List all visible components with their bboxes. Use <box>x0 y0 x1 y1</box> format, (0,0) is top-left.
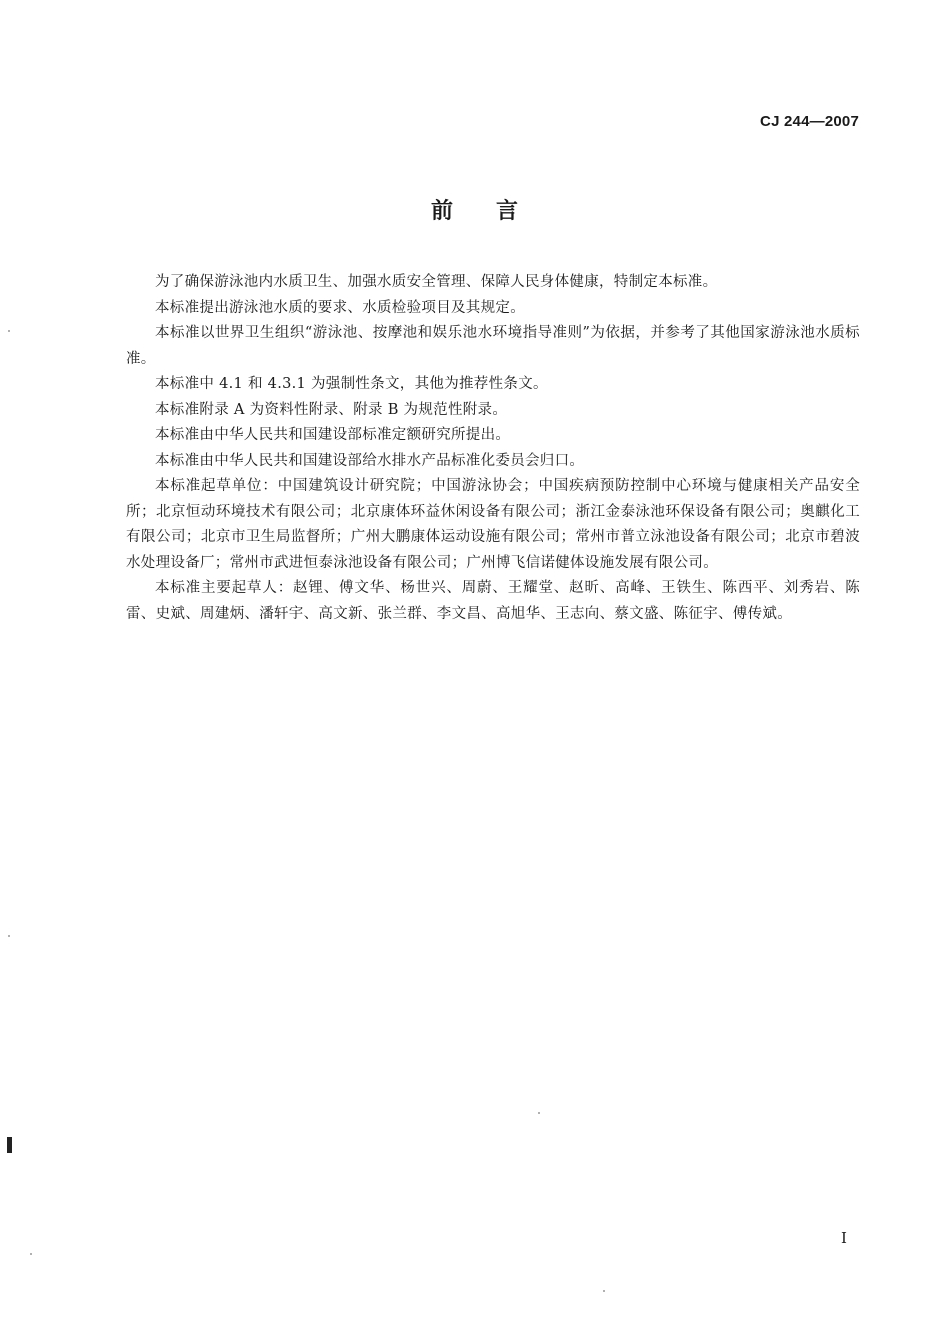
paragraph-centralized-by: 本标准由中华人民共和国建设部给水排水产品标准化委员会归口。 <box>155 452 585 469</box>
scan-artifact-dot <box>8 935 10 937</box>
scan-artifact-dot <box>603 1290 605 1292</box>
paragraph-drafters: 本标准主要起草人：赵锂、傅文华、杨世兴、周蔚、王耀堂、赵昕、高峰、王铁生、陈西平、刘秀岩、陈雷、史斌、周建炳、潘轩宇、高文新、张兰群、李文昌、高旭华、王志向、蔡文盛、陈征宇、傅传斌。 <box>126 580 860 622</box>
scan-artifact-mark <box>7 1137 12 1153</box>
page-title <box>0 194 950 225</box>
paragraph-mandatory-clauses: 本标准中 4.1 和 4.3.1 为强制性条文，其他为推荐性条文。 <box>155 376 548 392</box>
page-title-char-1: 前 <box>430 199 454 224</box>
paragraph-basis: 本标准以世界卫生组织“游泳池、按摩池和娱乐池水环境指导准则”为依据，并参考了其他国家游泳池水质标准。 <box>126 325 860 367</box>
paragraph-drafting-units: 本标准起草单位：中国建筑设计研究院；中国游泳协会；中国疾病预防控制中心环境与健康相关产品安全所；北京恒动环境技术有限公司；北京康体环益休闲设备有限公司；浙江金泰泳池环保设备有限公司；奥麒化工有限公司；北京市卫生局监督所；广州大鹏康体运动设施有限公司；常州市普立泳池设备有限公司；北京市碧波水处理设备厂；常州市武进恒泰泳池设备有限公司；广州博飞信诺健体设施发展有限公司。 <box>126 478 860 571</box>
scan-artifact-dot <box>8 330 10 332</box>
paragraph-scope: 本标准提出游泳池水质的要求、水质检验项目及其规定。 <box>155 299 525 316</box>
standard-code: CJ 244—2007 <box>760 113 859 130</box>
paragraph-proposer: 本标准由中华人民共和国建设部标准定额研究所提出。 <box>155 427 511 443</box>
scan-artifact-dot <box>30 1253 32 1255</box>
page-title-char-2: 言 <box>496 199 520 224</box>
scan-artifact-dot <box>538 1112 540 1114</box>
paragraph-appendices: 本标准附录 A 为资料性附录、附录 B 为规范性附录。 <box>155 401 508 418</box>
page-number: I <box>841 1229 847 1247</box>
foreword-body <box>126 270 860 627</box>
paragraph-purpose: 为了确保游泳池内水质卫生、加强水质安全管理、保障人民身体健康，特制定本标准。 <box>155 274 718 290</box>
